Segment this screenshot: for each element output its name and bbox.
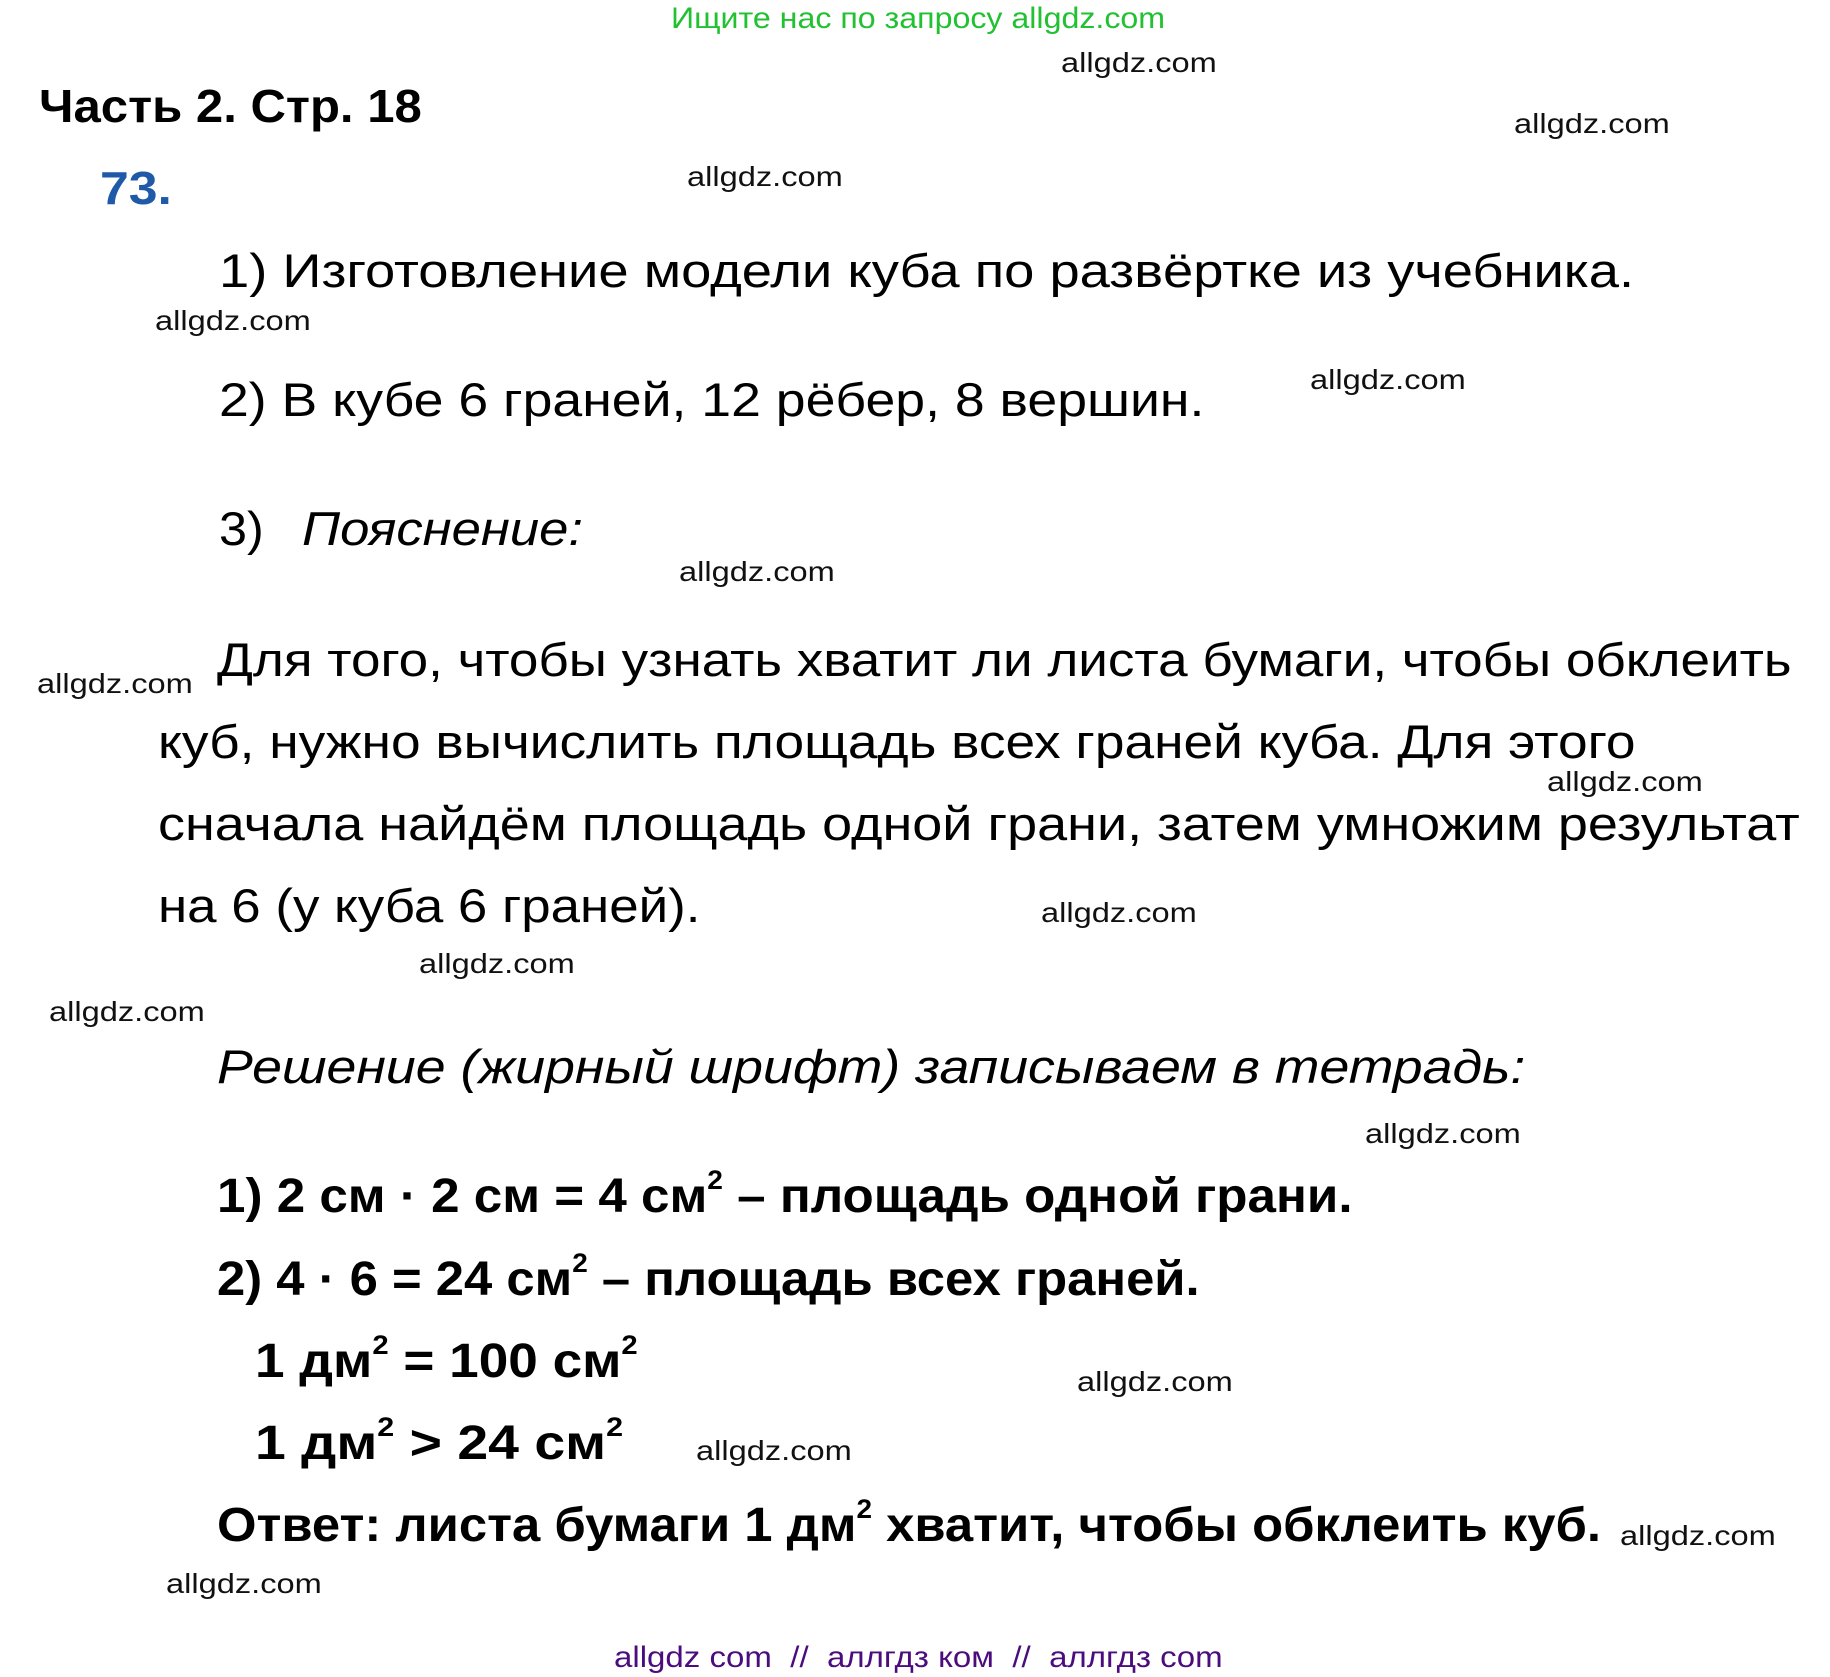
solution-step-1-desc: – площадь одной грани.: [722, 1169, 1353, 1223]
unit-conversion-left: 1 дм: [255, 1334, 373, 1388]
watermark: allgdz.com: [155, 304, 311, 336]
footer-links[interactable]: allgdz com // аллгдз ком // аллгдз com: [614, 1641, 1223, 1675]
watermark: allgdz.com: [419, 947, 575, 979]
watermark: allgdz.com: [1620, 1519, 1776, 1551]
item-3-label: Пояснение:: [302, 501, 583, 555]
superscript: 2: [707, 1165, 723, 1196]
watermark: allgdz.com: [1310, 363, 1466, 395]
superscript: 2: [856, 1494, 872, 1525]
unit-conversion-right: = 100 см: [388, 1334, 622, 1388]
watermark: allgdz.com: [49, 995, 205, 1027]
watermark: allgdz.com: [679, 555, 835, 587]
superscript: 2: [606, 1412, 624, 1443]
explanation-line-1: Для того, чтобы узнать хватит ли листа бумаги, чтобы обклеить: [217, 632, 1792, 686]
answer: [217, 1494, 1601, 1552]
explanation-line-4: на 6 (у куба 6 граней).: [158, 878, 701, 932]
watermark: allgdz.com: [1077, 1365, 1233, 1397]
watermark: allgdz.com: [1365, 1117, 1521, 1149]
item-2: 2) В кубе 6 граней, 12 рёбер, 8 вершин.: [219, 372, 1205, 426]
promo-banner-link[interactable]: Ищите нас по запросу allgdz.com: [671, 2, 1166, 36]
page-heading: Часть 2. Стр. 18: [39, 80, 422, 133]
superscript: 2: [572, 1248, 588, 1279]
watermark: allgdz.com: [1061, 46, 1217, 78]
comparison-left: 1 дм: [255, 1416, 378, 1470]
superscript: 2: [377, 1412, 395, 1443]
answer-start: Ответ: листа бумаги 1 дм: [217, 1498, 857, 1552]
explanation-line-2: куб, нужно вычислить площадь всех граней куба. Для этого: [158, 714, 1636, 768]
watermark: allgdz.com: [696, 1434, 852, 1466]
item-1: 1) Изготовление модели куба по развёртке из учебника.: [219, 243, 1635, 297]
watermark: allgdz.com: [687, 160, 843, 192]
watermark: allgdz.com: [37, 667, 193, 699]
superscript: 2: [621, 1330, 638, 1361]
solution-step-2-expr: 2) 4 · 6 = 24 см: [217, 1252, 573, 1306]
task-number: 73.: [100, 162, 172, 215]
watermark: allgdz.com: [1514, 107, 1670, 139]
superscript: 2: [372, 1330, 389, 1361]
watermark: allgdz.com: [166, 1567, 322, 1599]
comparison-right: > 24 см: [394, 1416, 607, 1470]
solution-intro: Решение (жирный шрифт) записываем в тетрадь:: [217, 1039, 1526, 1093]
answer-end: хватит, чтобы обклеить куб.: [871, 1498, 1601, 1552]
solution-step-1: [217, 1165, 1353, 1223]
solution-step-2-desc: – площадь всех граней.: [587, 1252, 1200, 1306]
watermark: allgdz.com: [1547, 765, 1703, 797]
item-3-number: 3): [219, 501, 264, 555]
solution-step-2: [217, 1248, 1200, 1306]
watermark: allgdz.com: [1041, 896, 1197, 928]
solution-step-1-expr: 1) 2 см · 2 см = 4 см: [217, 1169, 708, 1223]
comparison: [255, 1412, 624, 1470]
explanation-line-3: сначала найдём площадь одной грани, затем умножим результат: [158, 796, 1800, 850]
unit-conversion: [255, 1330, 638, 1388]
